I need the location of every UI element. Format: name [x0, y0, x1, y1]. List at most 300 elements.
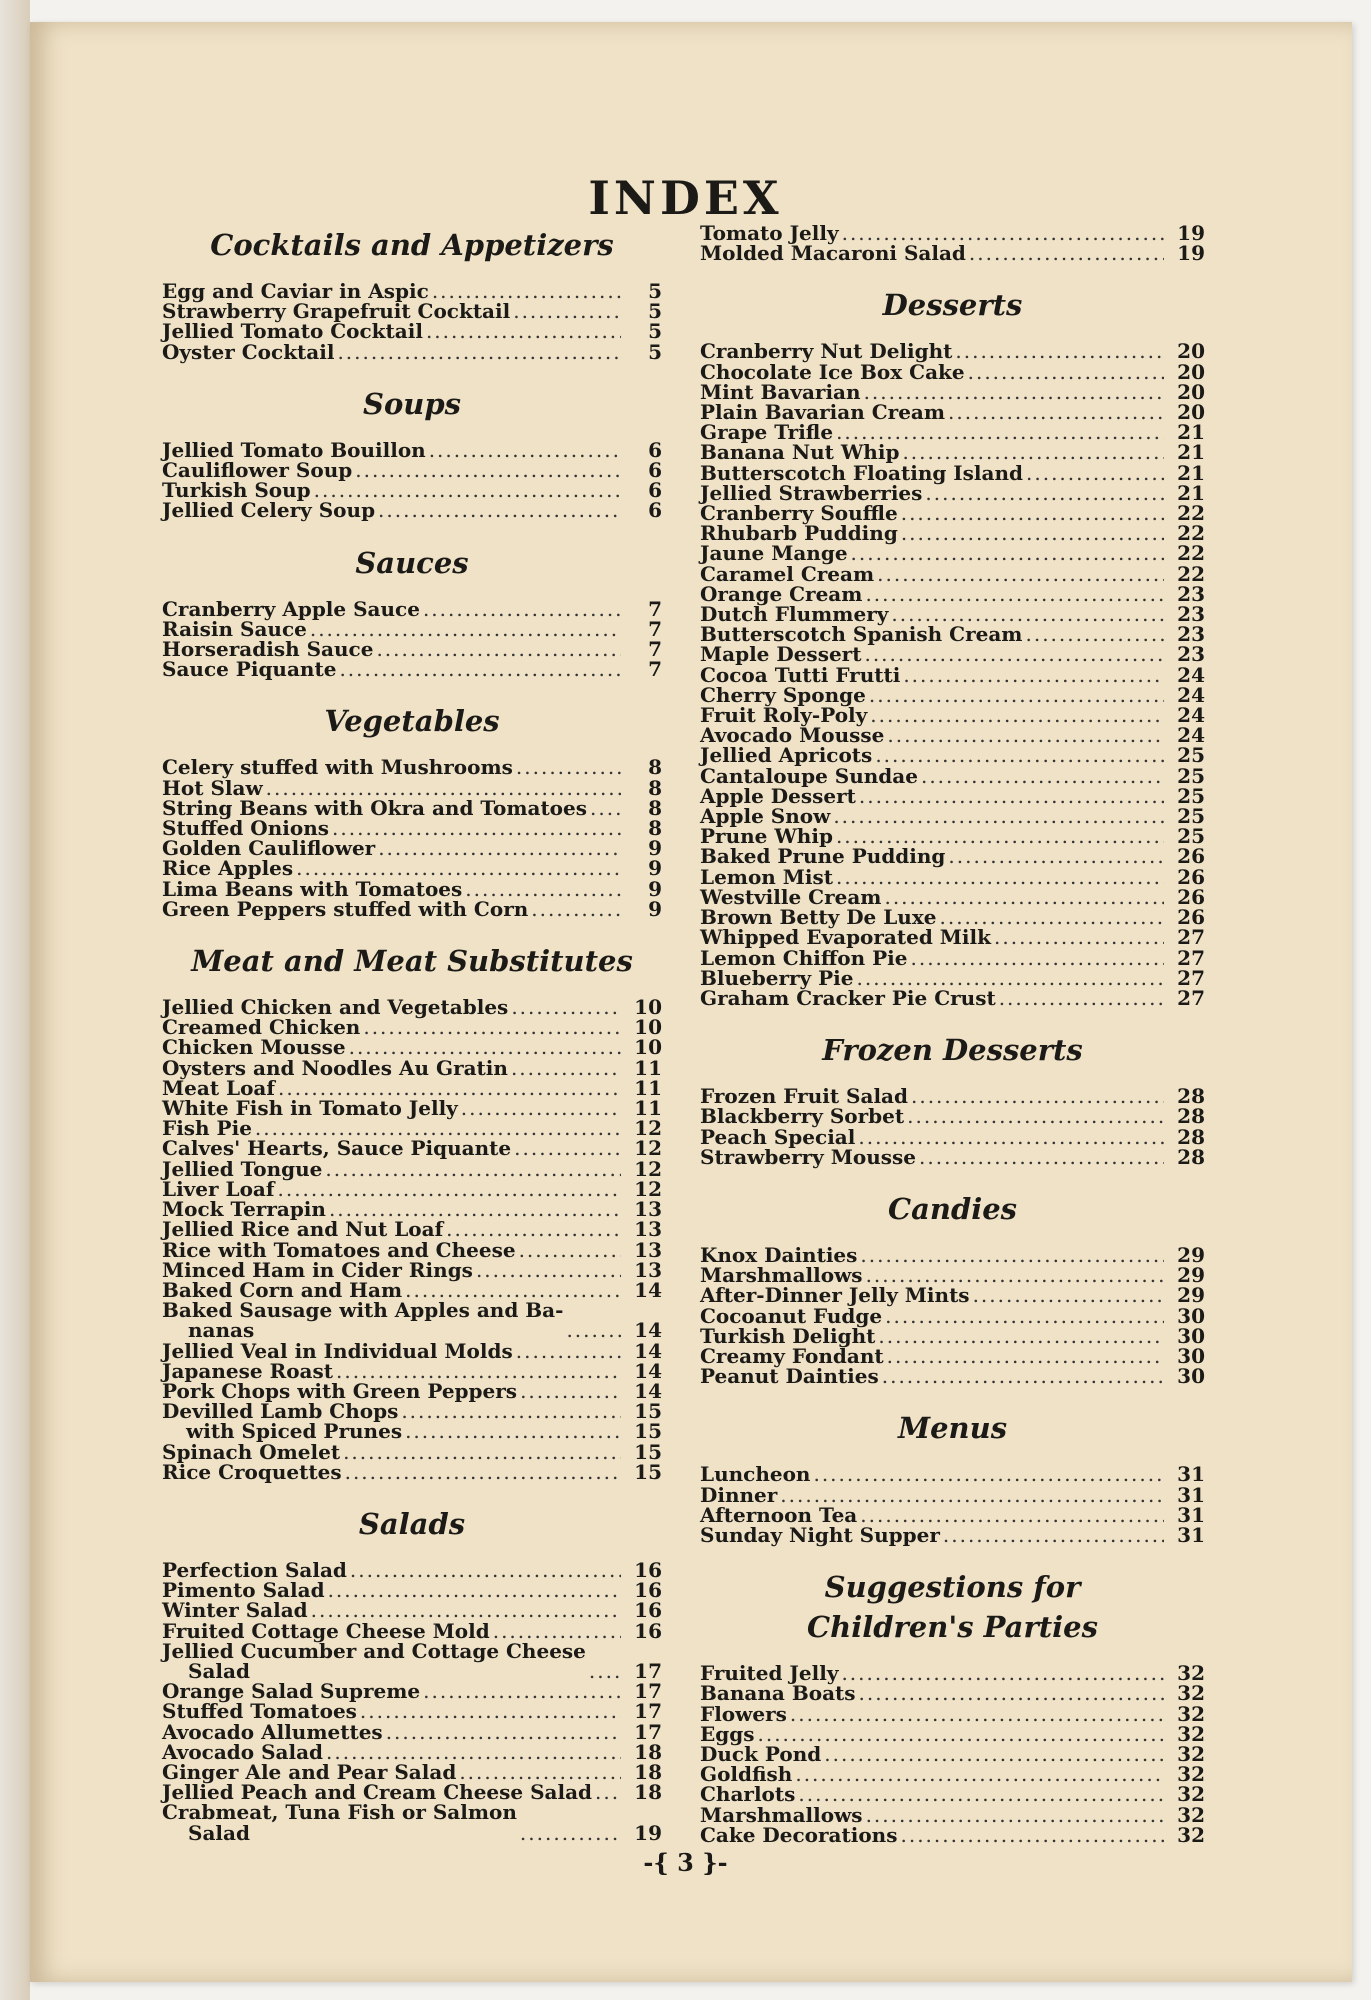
entry-page-number: 27	[1177, 925, 1205, 950]
entry-name: Grape Trifle	[700, 420, 834, 445]
entry-name: Duck Pond	[700, 1741, 822, 1766]
entry-name: Caramel Cream	[700, 561, 875, 586]
index-entry	[162, 1739, 662, 1764]
entry-name: Winter Salad	[162, 1598, 308, 1623]
leader-dots	[520, 1381, 621, 1401]
entry-name: Fruited Jelly	[700, 1661, 839, 1686]
leader-dots	[465, 879, 621, 899]
entry-name: Westville Cream	[700, 884, 882, 909]
index-entry	[700, 1364, 1205, 1389]
section-heading-sauces: Sauces	[355, 545, 469, 580]
entry-name: Brown Betty De Luxe	[700, 905, 937, 930]
index-entry	[162, 616, 662, 641]
leader-dots	[386, 1722, 621, 1742]
right-column	[700, 223, 1205, 1845]
leader-dots	[337, 342, 621, 362]
entry-name: Celery stuffed with Mushrooms	[162, 755, 513, 780]
entry-name: Cake Decorations	[700, 1822, 898, 1847]
entry-page-number: 12	[634, 1136, 662, 1161]
index-entry	[700, 1462, 1205, 1487]
leader-dots	[842, 223, 1164, 243]
entry-name: Plain Bavarian Cream	[700, 400, 946, 425]
entry-name: Pimento Salad	[162, 1578, 325, 1603]
entry-page-number: 25	[1177, 743, 1205, 768]
entry-page-number: 32	[1177, 1822, 1205, 1847]
entry-page-number: 32	[1177, 1762, 1205, 1787]
entry-list-desserts	[700, 341, 1205, 1008]
entry-page-number: 5	[648, 319, 662, 344]
entry-page-number: 14	[634, 1318, 662, 1343]
entry-page-number: 11	[634, 1055, 662, 1080]
index-entry	[700, 1263, 1205, 1288]
entry-name: Cauliflower Soup	[162, 458, 353, 483]
section-heading-cocktails-and-appetizers: Cocktails and Appetizers	[210, 228, 614, 262]
leader-dots	[336, 1361, 621, 1381]
index-entry	[162, 1257, 662, 1282]
index-entry	[162, 1338, 662, 1363]
index-entry	[700, 1782, 1205, 1807]
index-entry	[162, 1780, 662, 1805]
index-entry	[162, 1298, 662, 1343]
index-entry	[700, 905, 1205, 930]
section-gap	[162, 362, 662, 384]
leader-dots	[994, 927, 1164, 947]
leader-dots	[910, 948, 1164, 968]
index-entry	[700, 985, 1205, 1010]
leader-dots	[516, 757, 621, 777]
entry-name: Flowers	[700, 1701, 787, 1726]
leader-dots	[902, 442, 1164, 462]
leader-dots	[860, 1245, 1164, 1265]
entry-name: Banana Boats	[700, 1681, 856, 1706]
entry-page-number: 29	[1177, 1283, 1205, 1308]
leader-dots	[875, 745, 1164, 765]
index-entry	[162, 1439, 662, 1464]
entry-page-number: 15	[634, 1419, 662, 1444]
entry-name: Knox Dainties	[700, 1242, 858, 1267]
entry-page-number: 26	[1177, 864, 1205, 889]
entry-page-number: 26	[1177, 905, 1205, 930]
leader-dots	[790, 1704, 1164, 1724]
leader-dots	[355, 460, 621, 480]
entry-list-meat-and-meat-substitutes	[162, 997, 662, 1482]
entry-name: Cranberry Apple Sauce	[162, 596, 420, 621]
entry-page-number: 31	[1177, 1522, 1205, 1547]
entry-name: Blackberry Sorbet	[700, 1104, 905, 1129]
entry-name: Afternoon Tea	[700, 1502, 858, 1527]
section-gap	[700, 1008, 1205, 1030]
leader-dots	[798, 1784, 1164, 1804]
entry-page-number: 27	[1177, 945, 1205, 970]
index-entry	[700, 1242, 1205, 1267]
entry-name: Marshmallows	[700, 1802, 863, 1827]
index-entry	[700, 379, 1205, 404]
leader-dots	[864, 382, 1164, 402]
leader-dots	[877, 564, 1164, 584]
index-entry	[700, 1343, 1205, 1368]
leader-dots	[836, 422, 1164, 442]
leader-dots	[859, 786, 1164, 806]
index-entry	[162, 836, 662, 861]
index-entry	[700, 884, 1205, 909]
entry-name: Turkish Soup	[162, 478, 311, 503]
entry-name-line: Jellied Cucumber and Cottage Cheese	[162, 1638, 586, 1663]
entry-page-number: 15	[634, 1399, 662, 1424]
leader-dots	[476, 1260, 621, 1280]
leader-dots	[345, 1462, 621, 1482]
entry-name: Golden Cauliflower	[162, 836, 376, 861]
leader-dots	[870, 705, 1164, 725]
entry-name: Devilled Lamb Chops	[162, 1399, 399, 1424]
entry-name-continuation: Salad	[188, 1658, 250, 1683]
page-title: INDEX	[588, 170, 783, 225]
leader-dots	[266, 778, 621, 798]
leader-dots	[887, 725, 1164, 745]
entry-name: Pork Chops with Green Peppers	[162, 1378, 518, 1403]
entry-name: Banana Nut Whip	[700, 440, 900, 465]
leader-dots	[891, 604, 1164, 624]
entry-page-number: 24	[1177, 723, 1205, 748]
entry-name: Jellied Peach and Cream Cheese Salad	[162, 1780, 593, 1805]
index-entry	[162, 1197, 662, 1222]
entry-name: Prune Whip	[700, 824, 833, 849]
leader-dots	[901, 503, 1164, 523]
entry-page-number: 13	[634, 1217, 662, 1242]
index-entry	[162, 319, 662, 344]
leader-dots	[325, 1159, 621, 1179]
leader-dots	[493, 1621, 621, 1641]
index-entry	[700, 440, 1205, 465]
entry-page-number: 23	[1177, 622, 1205, 647]
index-entry	[700, 1323, 1205, 1348]
entry-page-number: 5	[648, 299, 662, 324]
entry-name: Jellied Veal in Individual Molds	[162, 1338, 513, 1363]
entry-page-number: 15	[634, 1459, 662, 1484]
leader-dots	[824, 1744, 1164, 1764]
entry-page-number: 28	[1177, 1104, 1205, 1129]
entry-page-number: 25	[1177, 763, 1205, 788]
leader-dots	[948, 402, 1164, 422]
entry-name: Avocado Salad	[162, 1739, 324, 1764]
index-entry	[700, 400, 1205, 425]
section-gap	[162, 679, 662, 701]
leader-dots	[833, 806, 1164, 826]
index-entry	[162, 795, 662, 820]
entry-name: Baked Corn and Ham	[162, 1277, 403, 1302]
entry-page-number: 20	[1177, 359, 1205, 384]
leader-dots	[969, 243, 1164, 263]
leader-dots	[277, 1179, 621, 1199]
entry-page-number: 17	[634, 1679, 662, 1704]
leader-dots	[566, 1320, 621, 1340]
leader-dots	[866, 1805, 1164, 1825]
entry-page-number: 11	[634, 1075, 662, 1100]
index-entry	[700, 1283, 1205, 1308]
entry-name: Jellied Apricots	[700, 743, 873, 768]
entry-page-number: 7	[648, 616, 662, 641]
index-entry	[162, 896, 662, 921]
index-entry	[162, 1598, 662, 1623]
leader-dots	[401, 1401, 621, 1421]
entry-page-number: 13	[634, 1257, 662, 1282]
entry-page-number: 6	[648, 478, 662, 503]
leader-dots	[595, 1782, 621, 1802]
index-entry	[162, 458, 662, 483]
entry-page-number: 32	[1177, 1802, 1205, 1827]
index-entry	[162, 299, 662, 324]
leader-dots	[459, 1762, 621, 1782]
entry-page-number: 17	[634, 1658, 662, 1683]
index-entry	[700, 743, 1205, 768]
entry-page-number: 21	[1177, 440, 1205, 465]
entry-page-number: 14	[634, 1277, 662, 1302]
leader-dots	[378, 838, 621, 858]
index-entry	[162, 1015, 662, 1040]
leader-dots	[378, 500, 621, 520]
entry-page-number: 7	[648, 596, 662, 621]
leader-dots	[860, 1505, 1164, 1525]
section-gap	[700, 1167, 1205, 1189]
entry-page-number: 22	[1177, 521, 1205, 546]
entry-name: Hot Slaw	[162, 775, 263, 800]
leader-dots	[864, 644, 1164, 664]
index-entry	[162, 1358, 662, 1383]
leader-dots	[882, 1366, 1164, 1386]
leader-dots	[405, 1421, 621, 1441]
index-entry	[162, 1035, 662, 1060]
entry-name: Apple Snow	[700, 804, 831, 829]
entry-name: Cocoanut Fudge	[700, 1303, 883, 1328]
section-heading-vegetables: Vegetables	[324, 704, 500, 739]
entry-name: Butterscotch Spanish Cream	[700, 622, 1023, 647]
entry-name: Sauce Piquante	[162, 657, 337, 682]
entry-page-number: 21	[1177, 420, 1205, 445]
entry-name: Baked Prune Pudding	[700, 844, 946, 869]
entry-page-number: 14	[634, 1378, 662, 1403]
leader-dots	[948, 846, 1164, 866]
entry-name: Jaune Mange	[700, 541, 848, 566]
entry-page-number: 10	[634, 1015, 662, 1040]
leader-dots	[866, 1265, 1164, 1285]
index-entry	[162, 1277, 662, 1302]
entry-name: Whipped Evaporated Milk	[700, 925, 991, 950]
leader-dots	[363, 1017, 621, 1037]
leader-dots	[376, 639, 621, 659]
entry-page-number: 25	[1177, 824, 1205, 849]
leader-dots	[429, 440, 621, 460]
leader-dots	[921, 766, 1164, 786]
entry-page-number: 30	[1177, 1343, 1205, 1368]
leader-dots	[511, 1058, 621, 1078]
entry-list-soups	[162, 437, 662, 523]
entry-name-continuation: Salad	[188, 1820, 250, 1845]
entry-name: Green Peppers stuffed with Corn	[162, 896, 529, 921]
leader-dots	[426, 321, 621, 341]
leader-dots	[943, 1525, 1164, 1545]
leader-dots	[841, 1663, 1164, 1683]
entry-name: Jellied Chicken and Vegetables	[162, 995, 509, 1020]
entry-name: String Beans with Okra and Tomatoes	[162, 795, 588, 820]
entry-page-number: 18	[634, 1739, 662, 1764]
entry-name: Turkish Delight	[700, 1323, 876, 1348]
entry-name: Butterscotch Floating Island	[700, 460, 1023, 485]
entry-page-number: 19	[1177, 221, 1205, 245]
index-entry	[162, 498, 662, 523]
index-entry	[700, 1482, 1205, 1507]
index-entry	[162, 995, 662, 1020]
entry-page-number: 18	[634, 1780, 662, 1805]
index-entry	[700, 864, 1205, 889]
entry-name: Chocolate Ice Box Cake	[700, 359, 965, 384]
entry-list-suggestions-for-children-s-parties	[700, 1663, 1205, 1845]
entry-name: Tomato Jelly	[700, 221, 839, 245]
entry-page-number: 15	[634, 1439, 662, 1464]
entry-page-number: 20	[1177, 339, 1205, 364]
entry-page-number: 31	[1177, 1482, 1205, 1507]
booklet-spine	[0, 0, 30, 2000]
entry-name: Liver Loaf	[162, 1176, 275, 1201]
index-entry	[700, 561, 1205, 586]
entry-name: Peanut Dainties	[700, 1364, 879, 1389]
entry-page-number: 9	[648, 836, 662, 861]
leader-dots	[757, 1724, 1164, 1744]
entry-page-number: 21	[1177, 460, 1205, 485]
leader-dots	[836, 826, 1164, 846]
entry-page-number: 12	[634, 1176, 662, 1201]
entry-page-number: 11	[634, 1096, 662, 1121]
entry-name: Chicken Mousse	[162, 1035, 346, 1060]
index-entry	[700, 703, 1205, 728]
leader-dots	[857, 968, 1165, 988]
entry-name: Rice Croquettes	[162, 1459, 342, 1484]
index-entry	[162, 657, 662, 682]
leader-dots	[836, 867, 1164, 887]
entry-list-sauces	[162, 596, 662, 682]
leader-dots	[296, 858, 621, 878]
entry-name: with Spiced Prunes	[186, 1419, 403, 1444]
index-entry	[700, 945, 1205, 970]
entry-page-number: 13	[634, 1237, 662, 1262]
index-entry	[162, 1699, 662, 1724]
index-entry	[162, 478, 662, 503]
index-entry	[700, 925, 1205, 950]
entry-name: Apple Dessert	[700, 783, 856, 808]
leader-dots	[326, 1742, 621, 1762]
entry-name: Cranberry Souffle	[700, 501, 898, 526]
entry-name	[162, 1638, 586, 1683]
index-entry	[162, 1237, 662, 1262]
entry-page-number: 12	[634, 1116, 662, 1141]
leader-dots	[423, 1681, 621, 1701]
leader-dots	[900, 1825, 1164, 1845]
index-entry	[162, 1116, 662, 1141]
leader-dots	[780, 1485, 1164, 1505]
entry-name: Maple Dessert	[700, 642, 862, 667]
index-entry	[162, 1719, 662, 1744]
index-entry	[162, 1156, 662, 1181]
entry-name: Luncheon	[700, 1462, 811, 1487]
entry-page-number: 13	[634, 1197, 662, 1222]
index-entry	[162, 1618, 662, 1643]
entry-page-number: 32	[1177, 1701, 1205, 1726]
entry-name: Raisin Sauce	[162, 616, 307, 641]
entry-list-menus	[700, 1464, 1205, 1545]
index-entry	[700, 501, 1205, 526]
entry-name: Lima Beans with Tomatoes	[162, 876, 463, 901]
entry-name: Mint Bavarian	[700, 379, 861, 404]
index-entry	[700, 480, 1205, 505]
entry-name: Mock Terrapin	[162, 1197, 326, 1222]
section-heading-meat-and-meat-substitutes: Meat and Meat Substitutes	[191, 944, 633, 979]
entry-page-number: 31	[1177, 1462, 1205, 1487]
entry-name: Orange Salad Supreme	[162, 1679, 421, 1704]
entry-page-number: 25	[1177, 783, 1205, 808]
entry-name: Spinach Omelet	[162, 1439, 341, 1464]
entry-list-frozen-desserts	[700, 1086, 1205, 1167]
entry-page-number: 27	[1177, 965, 1205, 990]
leader-dots	[955, 341, 1164, 361]
leader-dots	[513, 301, 621, 321]
entry-name: Jellied Tongue	[162, 1156, 323, 1181]
entry-name: Egg and Caviar in Aspic	[162, 279, 429, 303]
index-entry	[700, 1802, 1205, 1827]
entry-name: Creamy Fondant	[700, 1343, 884, 1368]
index-entry	[162, 339, 662, 364]
leader-dots	[884, 887, 1164, 907]
entry-page-number: 27	[1177, 985, 1205, 1010]
entry-page-number: 8	[648, 816, 662, 841]
entry-page-number: 32	[1177, 1661, 1205, 1686]
entry-name: Rice Apples	[162, 856, 294, 881]
entry-page-number: 7	[648, 657, 662, 682]
entry-page-number: 28	[1177, 1084, 1205, 1109]
index-entry	[700, 1741, 1205, 1766]
entry-page-number: 5	[648, 339, 662, 364]
leader-dots	[1025, 624, 1164, 644]
entry-page-number: 16	[634, 1598, 662, 1623]
section-heading-candies: Candies	[887, 1191, 1018, 1226]
index-entry	[700, 1681, 1205, 1706]
entry-name: Japanese Roast	[162, 1358, 333, 1383]
entry-page-number: 6	[648, 498, 662, 523]
leader-dots	[901, 523, 1164, 543]
leader-dots	[925, 483, 1164, 503]
index-entry	[700, 783, 1205, 808]
leader-dots	[328, 1580, 621, 1600]
entry-name-line: Baked Sausage with Apples and Ba-	[162, 1298, 564, 1323]
leader-dots	[589, 1661, 621, 1681]
entry-name: Jellied Tomato Bouillon	[162, 437, 426, 462]
entry-page-number: 32	[1177, 1782, 1205, 1807]
index-entry	[700, 622, 1205, 647]
leader-dots	[405, 1280, 621, 1300]
entry-name: Rice with Tomatoes and Cheese	[162, 1237, 516, 1262]
leader-dots	[311, 1600, 621, 1620]
entry-page-number: 20	[1177, 400, 1205, 425]
entry-name: Lemon Mist	[700, 864, 834, 889]
entry-page-number: 22	[1177, 561, 1205, 586]
index-entry	[162, 1800, 662, 1845]
index-entry	[700, 1502, 1205, 1527]
index-entry	[700, 763, 1205, 788]
leader-dots	[919, 1147, 1164, 1167]
entry-page-number: 30	[1177, 1323, 1205, 1348]
entry-name: Jellied Celery Soup	[162, 498, 376, 523]
entry-page-number: 20	[1177, 379, 1205, 404]
entry-name: Orange Cream	[700, 581, 863, 606]
leader-dots	[795, 1764, 1164, 1784]
leader-dots	[590, 798, 621, 818]
